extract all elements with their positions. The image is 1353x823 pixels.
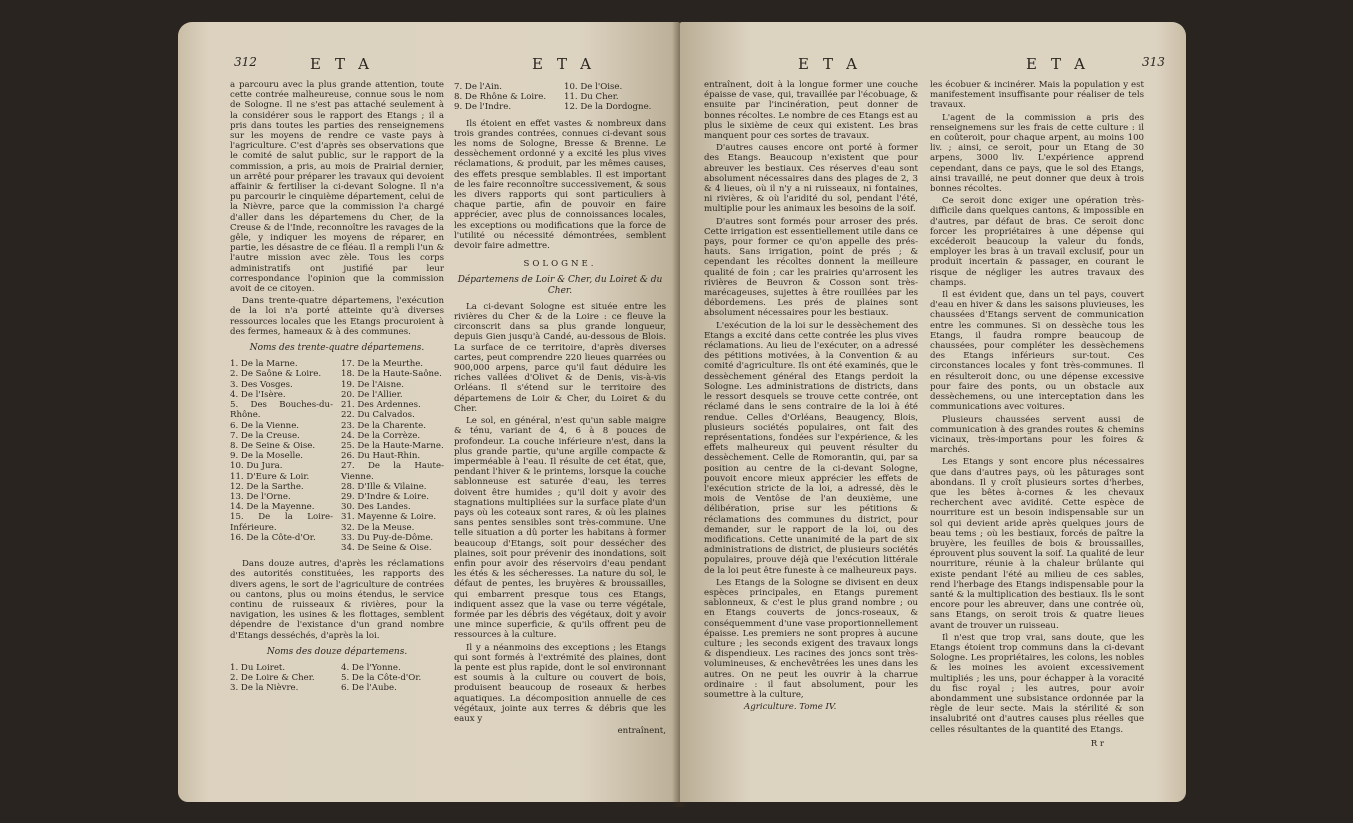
- list-item: 25. De la Haute-Marne.: [341, 440, 444, 451]
- right-column-2: [930, 80, 1144, 749]
- list-item: 27. De la Haute-Vienne.: [341, 461, 444, 482]
- list-item: 2. De Saône & Loire.: [230, 369, 322, 380]
- department-list-12-cont: [454, 82, 666, 113]
- list-item: 29. D'Indre & Loire.: [341, 491, 429, 502]
- list-title-12: Noms des douze départemens.: [266, 646, 408, 657]
- paragraph: L'exécution de la loi sur le dessèchement des Etangs a excité dans cette contrée les plus vives réclamations. Au lieu de l'exécuter, on a adressé des pétitions motivées, à la Convention & au comité d'agriculture. Ils ont été examinés, que le dessèchement général des Etangs perdoit la Sologne. Les administrations de districts, dans le ressort desquels se trouve cette contrée, ont réclamé dans le sens contraire de la loi à été rendue. Celles d'Orléans, Beaugency, Blois, plusieurs sociétés populaires, ont fait des représentations, fondées sur l'expérience, & les effets malheureux qui peuvent résulter du dessèchement. Celle de Romorantin, qui, par sa position au centre de la ci-devant Sologne, pouvoit encore mieux apprécier les effets de l'exécution stricte de la loi, a adressé, dès le mois de Ventôse de l'an deuxième, une délibération, prise sur les pétitions & réclamations des communes du district, pour demander, sur le rapport de la loi, ou des modifications. Cette unanimité de la part de six administrations de district, de plusieurs sociétés populaires, prouve déjà que l'exécution littérale de la loi peut être funeste à ce malheureux pays.: [704, 320, 918, 576]
- list-item: 5. Des Bouches-du-Rhône.: [230, 400, 333, 421]
- list-item: 9. De la Moselle.: [230, 451, 304, 462]
- left-running-head: ETA: [310, 55, 383, 73]
- list-item: 32. De la Meuse.: [341, 522, 415, 533]
- list-item: 4. De l'Isère.: [230, 389, 286, 400]
- department-list-34-a: [230, 359, 333, 553]
- list-title-34: Noms des trente-quatre départemens.: [249, 343, 425, 354]
- list-item: 8. De Seine & Oise.: [230, 440, 316, 451]
- list-item: 6. De l'Aube.: [341, 683, 397, 694]
- list-item: 5. De la Côte-d'Or.: [341, 673, 422, 684]
- list-item: 10. De l'Oise.: [564, 82, 623, 92]
- paragraph: Dans trente-quatre départemens, l'exécution de la loi n'a porté atteinte qu'à diverses ressources locales que les Etangs procuroient à des fermes, hameaux & à des communes.: [230, 296, 444, 337]
- left-column-1: [230, 80, 444, 700]
- left-page: [178, 22, 680, 802]
- left-running-head-col2: ETA: [532, 55, 605, 73]
- paragraph: Plusieurs chaussées servent aussi de communication à des grandes routes & chemins vicinaux, très-importans pour les foires & marchés.: [930, 414, 1144, 456]
- right-running-head-col2: ETA: [1026, 55, 1099, 73]
- list-item: 3. Des Vosges.: [230, 379, 293, 390]
- open-book: [178, 22, 1186, 817]
- paragraph: Les Etangs y sont encore plus nécessaires que dans d'autres pays, où les pâturages sont abondans. Il y croît plusieurs sortes d'herbes, que les bêtes à-cornes & les chevaux recherchent avec avidité. Cette espèce de nourriture est un besoin indispensable sur un sol qui devient aride après quelques jours de beau tems ; où les bestiaux, forcés de paître la bruyère, les feuilles de bois & broussailles, éprouvent plus souvent la soif. La qualité de leur nourriture, réunie à la chaleur brûlante qui existe pendant l'été au milieu de ces sables, rend l'herbage des Etangs indispensable pour la santé & la multiplication des bestiaux. Ils le sont encore pour les abreuver, dans une contrée où, sans Etangs, on seroit trois & quatre lieues avant de trouver un ruisseau.: [930, 457, 1144, 631]
- department-list-12-c: [454, 82, 556, 113]
- list-item: 8. De Rhône & Loire.: [454, 92, 547, 103]
- list-item: 31. Mayenne & Loire.: [341, 512, 437, 523]
- list-item: 24. De la Corrèze.: [341, 430, 421, 441]
- list-item: 21. Des Ardennes.: [341, 400, 421, 411]
- list-item: 23. De la Charente.: [341, 420, 426, 431]
- paragraph: Il n'est que trop vrai, sans doute, que les Etangs étoient trop communs dans la ci-devant Sologne. Les propriétaires, les colons, les nobles & les moines les avoient excessivement multipliés ; les uns, pour échapper à la voracité du fisc royal ; les autres, pour avoir abondamment une subsistance ordonnée par la règle de leur secte. Mais la stérilité & son insalubrité ont d'autres causes plus réelles que celles résultantes de la quantité des Etangs.: [930, 632, 1144, 735]
- list-item: 12. De la Dordogne.: [564, 102, 652, 113]
- department-list-34: [230, 359, 444, 553]
- list-item: 13. De l'Orne.: [230, 491, 291, 502]
- department-list-12-b: [341, 663, 444, 694]
- list-item: 22. Du Calvados.: [341, 410, 415, 421]
- list-item: 19. De l'Aisne.: [341, 379, 404, 390]
- paragraph: Les Etangs de la Sologne se divisent en deux espèces principales, en Etangs purement sablonneux, & c'est le plus grand nombre ; ou en Etangs couverts de joncs-roseaux, & conséquemment d'une vase proportionnellement épaisse. Les premiers ne sont propres à aucune culture ; les seconds exigent des travaux longs & dispendieux. Les racines des joncs sont très-volumineuses, & enchevêtrées les unes dans les autres. On ne peut les ouvrir à la charrue ordinaire : il faut absolument, pour les soumettre à la culture,: [704, 577, 918, 700]
- list-item: 26. Du Haut-Rhin.: [341, 451, 421, 462]
- department-list-12: [230, 663, 444, 694]
- page-footer: Agriculture. Tome IV.: [744, 702, 837, 713]
- paragraph: D'autres sont formés pour arroser des prés. Cette irrigation est essentiellement utile dans ce pays, pour former ce qu'on appelle des prés-hauts. Sans irrigation, point de prés ; & cependant les récoltes donnent la meilleure qualité de foin ; car les prairies qu'arrosent les rivières de Beuvron & Cosson sont très-marécageuses, sujettes à être rouillées par les débordemens. Les prés de plaines sont absolument nécessaires pour les bestiaux.: [704, 216, 918, 319]
- list-item: 1. Du Loiret.: [230, 662, 286, 673]
- section-subheading: Départemens de Loir & Cher, du Loiret & du Cher.: [457, 275, 663, 296]
- section-heading: SOLOGNE.: [523, 259, 597, 270]
- paragraph: Dans douze autres, d'après les réclamations des autorités constituées, les rapports des divers agens, le sort de l'agriculture de contrées ou cantons, plus ou moins étendus, le service continu de ruisseaux & rivières, pour la navigation, les usines & les flottages, semblent dépendre de l'existance d'un grand nombre d'Etangs desséchés, d'après la loi.: [230, 559, 444, 641]
- paragraph: Ils étoient en effet vastes & nombreux dans trois grandes contrées, connues ci-devant sous les noms de Sologne, Bresse & Brenne. Le dessèchement ordonné y a excité les plus vives réclamations, & produit, par les mêmes causes, des effets presque semblables. Il est important de les faire reconnoître successivement, & sous les divers rapports qui sont particuliers à chaque partie, afin de pouvoir en faire apprécier, avec plus de connoissances locales, les exceptions ou modifications que la force de l'utilité ou nécessité démontrées, semblent devoir faire admettre.: [454, 118, 666, 252]
- paragraph: entraînent, doit à la longue former une couche épaisse de vase, qui, travaillée par l'écobuage, & ensuite par l'incinération, peut donner de bonnes récoltes. Le nombre de ces Etangs est au plus le sixième de ceux qui existent. Les bras manquent pour ces sortes de travaux.: [704, 80, 918, 142]
- right-running-head: ETA: [798, 55, 871, 73]
- department-list-34-b: [341, 359, 444, 553]
- paragraph: La ci-devant Sologne est située entre les rivières du Cher & de la Loire : ce fleuve la circonscrit dans sa plus grande longueur, depuis Gien jusqu'à Candé, au-dessous de Blois. La surface de ce territoire, d'après diverses cartes, peut comprendre 220 lieues quarrées ou 900,000 arpens, parce qu'il faut déduire les riches vallées d'Olivet & de Denis, vis-à-vis Orléans. Il s'étend sur le territoire des départemens de Loir & Cher, du Loiret & du Cher.: [454, 301, 666, 414]
- list-item: 17. De la Meurthe.: [341, 359, 424, 370]
- left-column-2: [454, 80, 666, 736]
- list-item: 30. Des Landes.: [341, 502, 411, 513]
- paragraph: a parcouru avec la plus grande attention, toute cette contrée malheureuse, connue sous le nom de Sologne. Il ne s'est pas attaché seulement à la considérer sous le rapport des Etangs ; il a pris dans toutes les parties des renseignemens sur les moyens de rendre ce vaste pays à l'agriculture. C'est d'après ses observations que le comité de salut public, sur le rapport de la commission, a pris, au mois de Prairial dernier, un arrêté pour préparer les travaux qui devoient affainir & fertiliser la ci-devant Sologne. Il n'a pu parcourir le cinquième département, celui de la Nièvre, parce que la commission l'a chargé d'aller dans les départemens du Cher, de la Creuse & de l'Inde, reconnoître les ravages de la gêle, y indiquer les moyens de réparer, en partie, les désastre de ce fléau. Il a rempli l'un & l'autre mission avec zèle. Tous les corps administratifs ont justifié par leur correspondance l'opinion que la commission avoit de ce citoyen.: [230, 80, 444, 295]
- list-item: 10. Du Jura.: [230, 461, 283, 472]
- list-item: 9. De l'Indre.: [454, 102, 512, 113]
- right-column-1: [704, 80, 918, 712]
- right-page: [680, 22, 1186, 802]
- right-page-number: 313: [1142, 55, 1165, 69]
- catchword: entraînent,: [617, 726, 666, 737]
- left-page-number: 312: [234, 55, 257, 69]
- list-item: 33. Du Puy-de-Dôme.: [341, 532, 434, 543]
- list-item: 7. De la Creuse.: [230, 430, 300, 441]
- paragraph: Il y a néanmoins des exceptions ; les Etangs qui sont formés à l'extrémité des plaines, dont la pente est plus rapide, dont le sol environnant est soumis à la culture ou couvert de bois, produisent beaucoup de roseaux & herbes aquatiques. La décomposition annuelle de ces végétaux, jointe aux terres & débris que les eaux y: [454, 642, 666, 724]
- list-item: 14. De la Mayenne.: [230, 502, 315, 513]
- department-list-12-a: [230, 663, 333, 694]
- list-item: 4. De l'Yonne.: [341, 662, 401, 673]
- paragraph: Le sol, en général, n'est qu'un sable maigre & ténu, variant de 4, 6 à 8 pouces de profondeur. La couche inférieure n'est, dans la plus grande partie, qu'une argille compacte & imperméable à l'eau. Il résulte de cet état, que, pendant l'hiver & le printems, lorsque la couche sablonneuse est saturée d'eau, les terres doivent être humides ; qu'il doit y avoir des stagnations multipliées sur la surface plate d'un pays où les coteaux sont rares, & où les plaines sans pentes sensibles sont très-commune. Une telle situation a dû porter les habitans à former beaucoup d'Etangs, soit pour dessécher des plaines, soit pour prévenir des inondations, soit enfin pour avoir des réservoirs d'eau pendant les étés & les sécheresses. La nature du sol, le défaut de pentes, les bruyères & broussailles, qui embarrent presque tous ces Etangs, indiquent assez que la vase ou terre végétale, formée par les débris des végétaux, doit y avoir une mince superficie, & qu'ils offrent peu de ressources à la culture.: [454, 416, 666, 641]
- paragraph: Ce seroit donc exiger une opération très-difficile dans quelques cantons, & impossible en d'autres, par défaut de bras. Ce seroit donc forcer les propriétaires à une dépense qui excéderoit beaucoup la valeur du fonds, employer les bras à un travail exclusif, pour un produit incertain & passager, en courant le risque de négliger les autres travaux des champs.: [930, 196, 1144, 288]
- list-item: 18. De la Haute-Saône.: [341, 369, 442, 380]
- list-item: 11. Du Cher.: [564, 92, 619, 103]
- list-item: 3. De la Nièvre.: [230, 683, 299, 694]
- list-item: 6. De la Vienne.: [230, 420, 300, 431]
- list-item: 12. De la Sarthe.: [230, 481, 304, 492]
- list-item: 2. De Loire & Cher.: [230, 673, 315, 684]
- list-item: 11. D'Eure & Loir.: [230, 471, 310, 482]
- list-item: 15. De la Loire-Inférieure.: [230, 512, 333, 533]
- list-item: 34. De Seine & Oise.: [341, 542, 432, 553]
- paragraph: L'agent de la commission a pris des renseignemens sur les frais de cette culture : il en coûteroit, pour chaque arpent, au moins 100 liv. ; ainsi, ce seroit, pour un Etang de 30 arpens, 3000 liv. L'expérience apprend cependant, dans ce pays, que le sol des Etangs, ainsi travaillé, ne peut donner que deux à trois bonnes récoltes.: [930, 112, 1144, 195]
- list-item: 28. D'Ille & Vilaine.: [341, 481, 427, 492]
- list-item: 7. De l'Ain.: [454, 82, 502, 92]
- paragraph: Il est évident que, dans un tel pays, couvert d'eau en hiver & dans les saisons pluvieuses, les chaussées d'Etangs servent de communication entre les communes. Si on dessèche tous les Etangs, il faudra rompre beaucoup de chaussées, pour compléter les dessèchemens des Etangs inférieurs sur-tout. Ces circonstances locales y font très-communes. Il en résulteroit donc, ou une dépense excessive pour faire des ponts, ou un obstacle aux dessèchemens, ou une interceptation dans les communications avec voitures.: [930, 290, 1144, 413]
- list-item: 20. De l'Allier.: [341, 389, 403, 400]
- paragraph: D'autres causes encore ont porté à former des Etangs. Beaucoup n'existent que pour abreuver les bestiaux. Ces réserves d'eau sont absolument nécessaires dans des plages de 2, 3 & 4 lieues, où il n'y a ni ruisseaux, ni fontaines, ni rivières, & où l'aridité du sol, pendant l'été, multiplie pour les animaux les besoins de la soif.: [704, 143, 918, 215]
- department-list-12-d: [564, 82, 666, 113]
- paragraph: les écobuer & incinérer. Mais la population y est manifestement insuffisante pour réaliser de tels travaux.: [930, 80, 1144, 111]
- list-item: 16. De la Côte-d'Or.: [230, 532, 316, 543]
- signature-mark: R r: [1090, 738, 1104, 749]
- list-item: 1. De la Marne.: [230, 359, 298, 370]
